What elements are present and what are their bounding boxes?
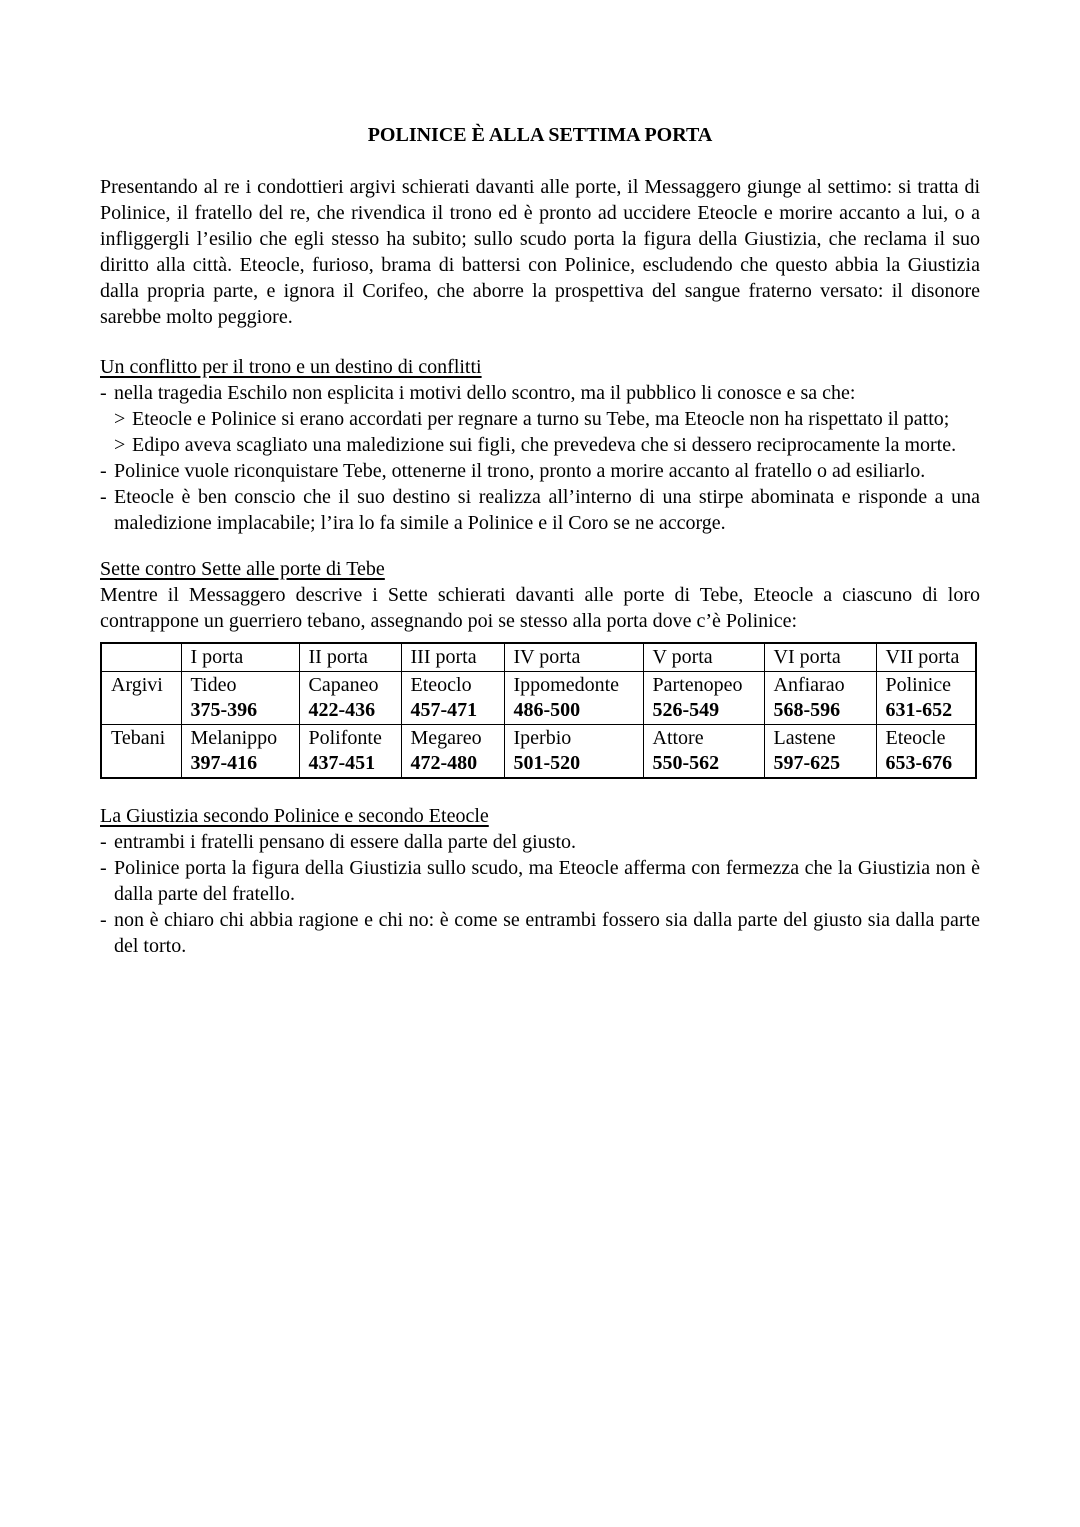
list-item [100, 484, 980, 536]
warrior-verses: 375-396 [190, 699, 258, 721]
warrior-cell [764, 672, 876, 725]
warrior-cell [401, 725, 504, 779]
warrior-cell [181, 725, 299, 779]
list-marker: - [100, 486, 112, 508]
list-marker: - [100, 857, 112, 879]
list-marker: > [114, 408, 131, 430]
bullet-list [100, 380, 980, 536]
table-header-cell: III porta [401, 643, 504, 672]
warrior-verses: 568-596 [773, 699, 841, 721]
list-marker: > [114, 434, 131, 456]
table-row-tebani [101, 725, 976, 779]
intro-paragraph: Presentando al re i condottieri argivi schierati davanti alle porte, il Messaggero giunge al settimo: si tratta di Polinice, il fratello del re, che rivendica il trono ed è pronto ad uccidere Eteocle e morire accanto a lui, o a infliggergli l’esilio che egli stesso ha subito; sullo scudo porta la figura della Giustizia, che reclama il suo diritto alla città. Eteocle, furioso, brama di battersi con Polinice, escludendo che questo abbia la Giustizia dalla propria parte, e ignora il Corifeo, che aborre la prospettiva del sangue fraterno versato: il disonore sarebbe molto peggiore. [100, 176, 980, 328]
warrior-name: Eteocle [885, 727, 946, 749]
warrior-cell [504, 672, 643, 725]
warrior-verses: 437-451 [308, 752, 376, 774]
warrior-cell [876, 725, 976, 779]
section-giustizia [100, 803, 980, 959]
section-conflitto [100, 354, 980, 536]
table-header-cell: VII porta [876, 643, 976, 672]
table-header-cell: II porta [299, 643, 401, 672]
warrior-cell [643, 725, 764, 779]
warrior-name: Polinice [885, 674, 952, 696]
bullet-list [100, 829, 980, 959]
warrior-name: Anfiarao [773, 674, 845, 696]
warrior-verses: 653-676 [885, 752, 953, 774]
section-heading: Sette contro Sette alle porte di Tebe [100, 558, 385, 580]
page-title: POLINICE È ALLA SETTIMA PORTA [367, 124, 713, 146]
list-item [100, 855, 980, 907]
list-text: Edipo aveva scagliato una maledizione sui figli, che prevedeva che si dessero reciprocamente la morte. [132, 434, 957, 456]
table-header-cell: I porta [181, 643, 299, 672]
list-item [114, 406, 980, 432]
list-marker: - [100, 831, 112, 853]
table-row-argivi [101, 672, 976, 725]
warrior-name: Tideo [190, 674, 237, 696]
list-text: Polinice porta la figura della Giustizia sullo scudo, ma Eteocle afferma con fermezza che la Giustizia non è dalla parte del fratello. [114, 857, 980, 905]
warrior-verses: 457-471 [410, 699, 478, 721]
warrior-cell [876, 672, 976, 725]
warrior-verses: 597-625 [773, 752, 841, 774]
list-text: nella tragedia Eschilo non esplicita i motivi dello scontro, ma il pubblico li conosce e sa che: [114, 382, 856, 404]
warrior-verses: 550-562 [652, 752, 720, 774]
list-item [100, 907, 980, 959]
warrior-cell [299, 725, 401, 779]
list-item [114, 432, 980, 458]
list-marker: - [100, 460, 112, 482]
warrior-name: Ippomedonte [513, 674, 620, 696]
warrior-verses: 501-520 [513, 752, 581, 774]
list-item [100, 458, 980, 484]
warrior-name: Melanippo [190, 727, 278, 749]
warrior-cell [764, 725, 876, 779]
section-sette-porte [100, 556, 980, 779]
row-label: Argivi [101, 672, 181, 725]
warrior-name: Eteoclo [410, 674, 472, 696]
warrior-verses: 472-480 [410, 752, 478, 774]
gates-table-wrap [100, 642, 980, 779]
warrior-cell [181, 672, 299, 725]
warrior-name: Polifonte [308, 727, 382, 749]
gates-table [100, 642, 977, 779]
warrior-verses: 397-416 [190, 752, 258, 774]
list-text: entrambi i fratelli pensano di essere dalla parte del giusto. [114, 831, 577, 853]
warrior-cell [401, 672, 504, 725]
warrior-verses: 422-436 [308, 699, 376, 721]
warrior-verses: 526-549 [652, 699, 720, 721]
warrior-name: Capaneo [308, 674, 379, 696]
list-item [100, 380, 980, 406]
list-item [100, 829, 980, 855]
list-text: Eteocle è ben conscio che il suo destino si realizza all’interno di una stirpe abominata e risponde a una maledizione implacabile; l’ira lo fa simile a Polinice e il Coro se ne accorge. [114, 486, 980, 534]
warrior-cell [643, 672, 764, 725]
warrior-name: Iperbio [513, 727, 572, 749]
list-marker: - [100, 382, 112, 404]
table-header-row [101, 643, 976, 672]
row-label: Tebani [101, 725, 181, 779]
warrior-verses: 631-652 [885, 699, 953, 721]
list-marker: - [100, 909, 112, 931]
warrior-name: Lastene [773, 727, 836, 749]
table-header-cell [101, 643, 181, 672]
warrior-cell [299, 672, 401, 725]
warrior-name: Attore [652, 727, 704, 749]
table-header-cell: IV porta [504, 643, 643, 672]
section-heading: La Giustizia secondo Polinice e secondo Eteocle [100, 805, 489, 827]
list-text: Polinice vuole riconquistare Tebe, ottenerne il trono, pronto a morire accanto al fratello o ad esiliarlo. [114, 460, 926, 482]
warrior-name: Megareo [410, 727, 482, 749]
warrior-name: Partenopeo [652, 674, 743, 696]
list-text: Eteocle e Polinice si erano accordati per regnare a turno su Tebe, ma Eteocle non ha rispettato il patto; [132, 408, 950, 430]
list-text: non è chiaro chi abbia ragione e chi no: è come se entrambi fossero sia dalla parte del giusto sia dalla parte del torto. [114, 909, 980, 957]
document-content [100, 0, 980, 959]
warrior-cell [504, 725, 643, 779]
section-intro: Mentre il Messaggero descrive i Sette schierati davanti alle porte di Tebe, Eteocle a ciascuno di loro contrappone un guerriero tebano, assegnando poi se stesso alla porta dove c’è Polinice: [100, 584, 980, 632]
warrior-verses: 486-500 [513, 699, 581, 721]
table-header-cell: V porta [643, 643, 764, 672]
section-heading: Un conflitto per il trono e un destino di conflitti [100, 356, 482, 378]
table-header-cell: VI porta [764, 643, 876, 672]
